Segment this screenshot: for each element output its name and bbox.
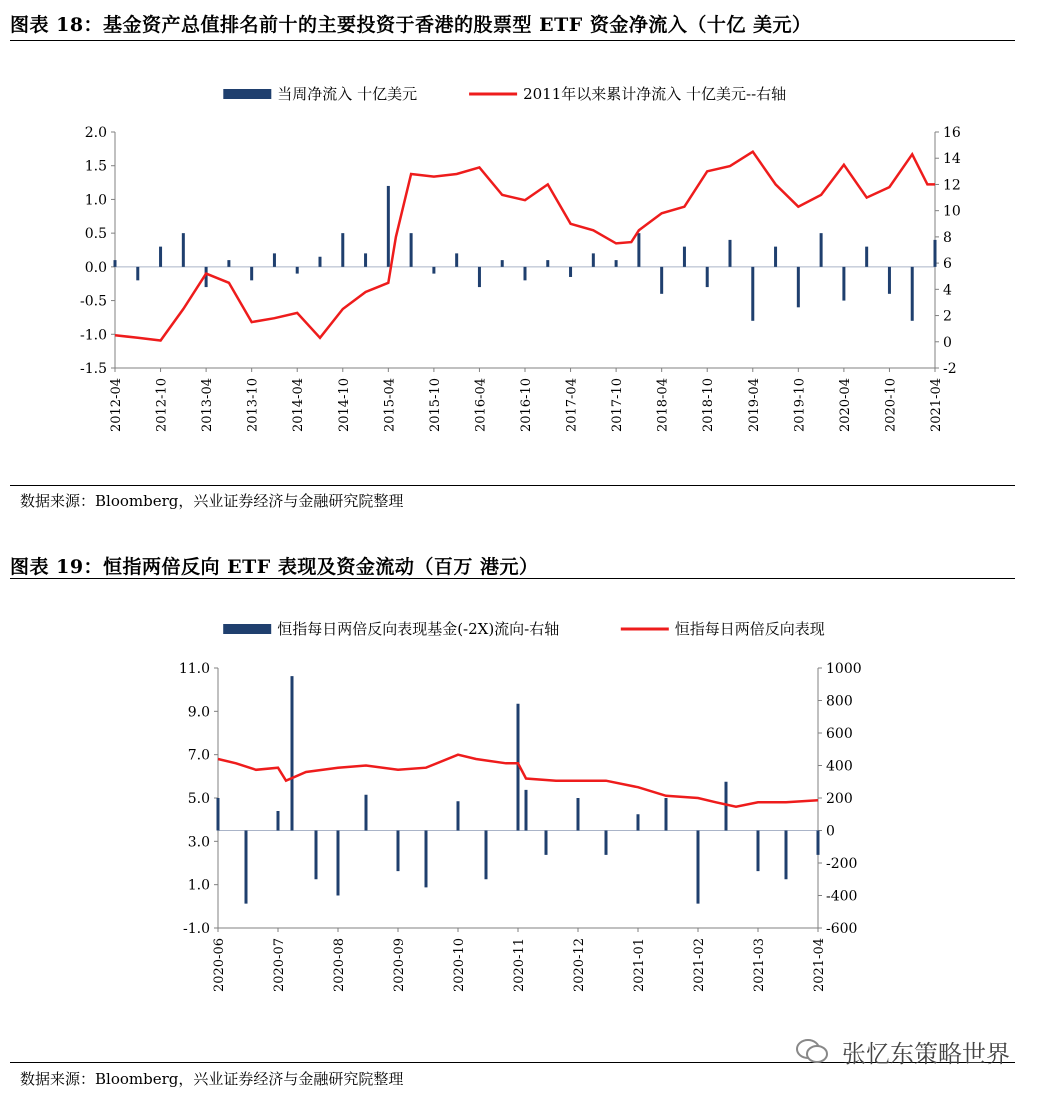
flow-bar bbox=[410, 233, 413, 267]
flow-bar bbox=[315, 831, 318, 880]
y-left-tick-label: -1.5 bbox=[80, 361, 107, 377]
x-tick-label: 2013-04 bbox=[200, 378, 216, 433]
y-right-tick-label: -400 bbox=[826, 888, 858, 905]
x-tick-label: 2012-04 bbox=[109, 378, 124, 433]
x-tick-label: 2021-04 bbox=[812, 938, 827, 993]
flow-bar bbox=[797, 267, 800, 307]
wechat-icon bbox=[796, 1039, 828, 1071]
flow-bar bbox=[455, 253, 458, 266]
y-left-tick-label: 11.0 bbox=[178, 661, 210, 677]
flow-bar bbox=[605, 831, 608, 855]
legend-bar-label: 当周净流入 十亿美元 bbox=[277, 85, 418, 103]
x-tick-label: 2021-03 bbox=[752, 938, 767, 993]
x-tick-label: 2015-04 bbox=[382, 378, 398, 433]
flow-bar bbox=[277, 811, 280, 831]
fig19-source: 数据来源：Bloomberg，兴业证券经济与金融研究院整理 bbox=[20, 1070, 404, 1088]
flow-bar bbox=[683, 247, 686, 267]
x-tick-label: 2016-10 bbox=[519, 378, 534, 433]
y-right-tick-label: -200 bbox=[826, 856, 858, 872]
legend-bar-swatch bbox=[223, 89, 271, 99]
legend-line-label: 恒指每日两倍反向表现 bbox=[674, 620, 825, 638]
flow-bar bbox=[182, 233, 185, 267]
flow-bar bbox=[159, 247, 162, 267]
flow-bar bbox=[842, 267, 845, 301]
y-right-tick-label: 200 bbox=[826, 791, 853, 807]
flow-bar bbox=[425, 831, 428, 888]
flow-bar bbox=[296, 267, 299, 274]
flow-bar bbox=[785, 831, 788, 880]
flow-bar bbox=[729, 240, 732, 267]
x-tick-label: 2021-04 bbox=[929, 378, 944, 433]
flow-bar bbox=[751, 267, 754, 321]
x-tick-label: 2014-04 bbox=[291, 378, 307, 433]
flow-bar bbox=[706, 267, 709, 287]
flow-bar bbox=[665, 798, 668, 831]
y-left-tick-label: 7.0 bbox=[187, 747, 210, 764]
fig18-source: 数据来源：Bloomberg，兴业证券经济与金融研究院整理 bbox=[20, 492, 404, 510]
flow-bar bbox=[577, 798, 580, 831]
flow-bar bbox=[319, 257, 322, 267]
y-right-tick-label: 2 bbox=[943, 308, 952, 325]
flow-bar bbox=[114, 260, 117, 267]
fig19-chart bbox=[0, 600, 1040, 1050]
flow-bar bbox=[546, 260, 549, 267]
flow-bar bbox=[397, 831, 400, 872]
y-right-tick-label: 16 bbox=[943, 125, 961, 141]
x-tick-label: 2020-08 bbox=[332, 938, 347, 993]
y-left-tick-label: 0.5 bbox=[84, 226, 107, 243]
flow-bar bbox=[432, 267, 435, 274]
flow-bar bbox=[592, 253, 595, 266]
x-tick-label: 2020-09 bbox=[392, 938, 407, 993]
flow-bar bbox=[637, 814, 640, 830]
flow-bar bbox=[364, 253, 367, 266]
fig18-title: 图表 18：基金资产总值排名前十的主要投资于香港的股票型 ETF 资金净流入（十亿 美元） bbox=[10, 14, 812, 36]
x-tick-label: 2012-10 bbox=[154, 378, 170, 433]
performance-line bbox=[115, 152, 935, 341]
x-tick-label: 2020-12 bbox=[572, 938, 587, 993]
y-right-tick-label: 0 bbox=[943, 334, 952, 351]
y-right-tick-label: 0 bbox=[826, 823, 835, 840]
flow-bar bbox=[697, 831, 700, 904]
flow-bar bbox=[478, 267, 481, 287]
flow-bar bbox=[250, 267, 253, 280]
flow-bar bbox=[387, 186, 390, 267]
y-left-tick-label: 5.0 bbox=[187, 791, 210, 807]
legend-bar-swatch bbox=[223, 624, 271, 634]
fig19-title: 图表 19：恒指两倍反向 ETF 表现及资金流动（百万 港元） bbox=[10, 556, 539, 578]
legend-bar-label: 恒指每日两倍反向表现基金(-2X)流向-右轴 bbox=[277, 620, 560, 638]
y-left-tick-label: -0.5 bbox=[80, 293, 107, 310]
y-right-tick-label: 600 bbox=[826, 726, 853, 742]
flow-bar bbox=[569, 267, 572, 277]
x-tick-label: 2020-04 bbox=[837, 378, 853, 433]
x-tick-label: 2019-04 bbox=[746, 378, 762, 433]
y-right-tick-label: -2 bbox=[943, 361, 957, 377]
y-right-tick-label: 10 bbox=[943, 203, 961, 220]
flow-bar bbox=[817, 831, 820, 855]
y-right-tick-label: 14 bbox=[943, 151, 961, 168]
x-tick-label: 2020-11 bbox=[512, 938, 527, 993]
flow-bar bbox=[136, 267, 139, 280]
flow-bar bbox=[725, 782, 728, 831]
flow-bar bbox=[341, 233, 344, 267]
y-right-tick-label: 12 bbox=[943, 177, 961, 194]
flow-bar bbox=[501, 260, 504, 267]
x-tick-label: 2015-10 bbox=[427, 378, 443, 433]
legend-line-label: 2011年以来累计净流入 十亿美元--右轴 bbox=[523, 85, 787, 103]
y-left-tick-label: 1.0 bbox=[84, 192, 107, 209]
x-tick-label: 2018-10 bbox=[701, 378, 717, 433]
x-tick-label: 2019-10 bbox=[792, 378, 808, 433]
fig18-bottom-rule bbox=[10, 485, 1015, 486]
x-tick-label: 2013-10 bbox=[245, 378, 261, 433]
fig18-top-rule bbox=[10, 40, 1015, 41]
flow-bar bbox=[365, 795, 368, 831]
flow-bar bbox=[820, 233, 823, 267]
flow-bar bbox=[525, 790, 528, 831]
y-right-tick-label: 1000 bbox=[826, 661, 862, 677]
flow-bar bbox=[291, 676, 294, 830]
x-tick-label: 2020-06 bbox=[212, 938, 227, 993]
flow-bar bbox=[934, 240, 937, 267]
x-tick-label: 2021-01 bbox=[632, 938, 647, 993]
flow-bar bbox=[273, 253, 276, 266]
x-tick-label: 2017-04 bbox=[564, 378, 580, 433]
y-left-tick-label: 3.0 bbox=[187, 834, 210, 851]
fig18-chart bbox=[0, 60, 1040, 500]
y-left-tick-label: 0.0 bbox=[84, 259, 107, 276]
y-left-tick-label: 2.0 bbox=[84, 125, 107, 141]
x-tick-label: 2018-04 bbox=[655, 378, 671, 433]
x-tick-label: 2020-10 bbox=[452, 938, 467, 993]
y-right-tick-label: 400 bbox=[826, 758, 853, 775]
flow-bar bbox=[227, 260, 230, 267]
flow-bar bbox=[865, 247, 868, 267]
flow-bar bbox=[660, 267, 663, 294]
x-tick-label: 2017-10 bbox=[610, 378, 626, 433]
flow-bar bbox=[337, 831, 340, 896]
y-right-tick-label: 800 bbox=[826, 693, 853, 710]
y-right-tick-label: 4 bbox=[943, 282, 952, 299]
x-tick-label: 2021-02 bbox=[692, 938, 707, 993]
flow-bar bbox=[774, 247, 777, 267]
flow-bar bbox=[757, 831, 760, 872]
fig19-top-rule bbox=[10, 578, 1015, 579]
y-left-tick-label: -1.0 bbox=[80, 327, 107, 344]
flow-bar bbox=[615, 260, 618, 267]
watermark-text: 张忆东策略世界 bbox=[842, 1040, 1010, 1068]
flow-bar bbox=[485, 831, 488, 880]
x-tick-label: 2016-04 bbox=[473, 378, 489, 433]
y-right-tick-label: -600 bbox=[826, 921, 858, 937]
y-right-tick-label: 6 bbox=[943, 256, 952, 273]
y-left-tick-label: 1.0 bbox=[187, 877, 210, 894]
flow-bar bbox=[217, 798, 220, 831]
x-tick-label: 2020-07 bbox=[272, 938, 287, 993]
y-right-tick-label: 8 bbox=[943, 229, 952, 246]
flow-bar bbox=[888, 267, 891, 294]
watermark bbox=[796, 1034, 1010, 1071]
y-left-tick-label: -1.0 bbox=[183, 921, 210, 937]
y-left-tick-label: 1.5 bbox=[84, 158, 107, 175]
flow-bar bbox=[457, 801, 460, 830]
flow-bar bbox=[637, 233, 640, 267]
flow-bar bbox=[245, 831, 248, 904]
x-tick-label: 2020-10 bbox=[883, 378, 899, 433]
flow-bar bbox=[524, 267, 527, 280]
x-tick-label: 2014-10 bbox=[336, 378, 352, 433]
flow-bar bbox=[911, 267, 914, 321]
y-left-tick-label: 9.0 bbox=[187, 704, 210, 721]
flow-bar bbox=[545, 831, 548, 855]
